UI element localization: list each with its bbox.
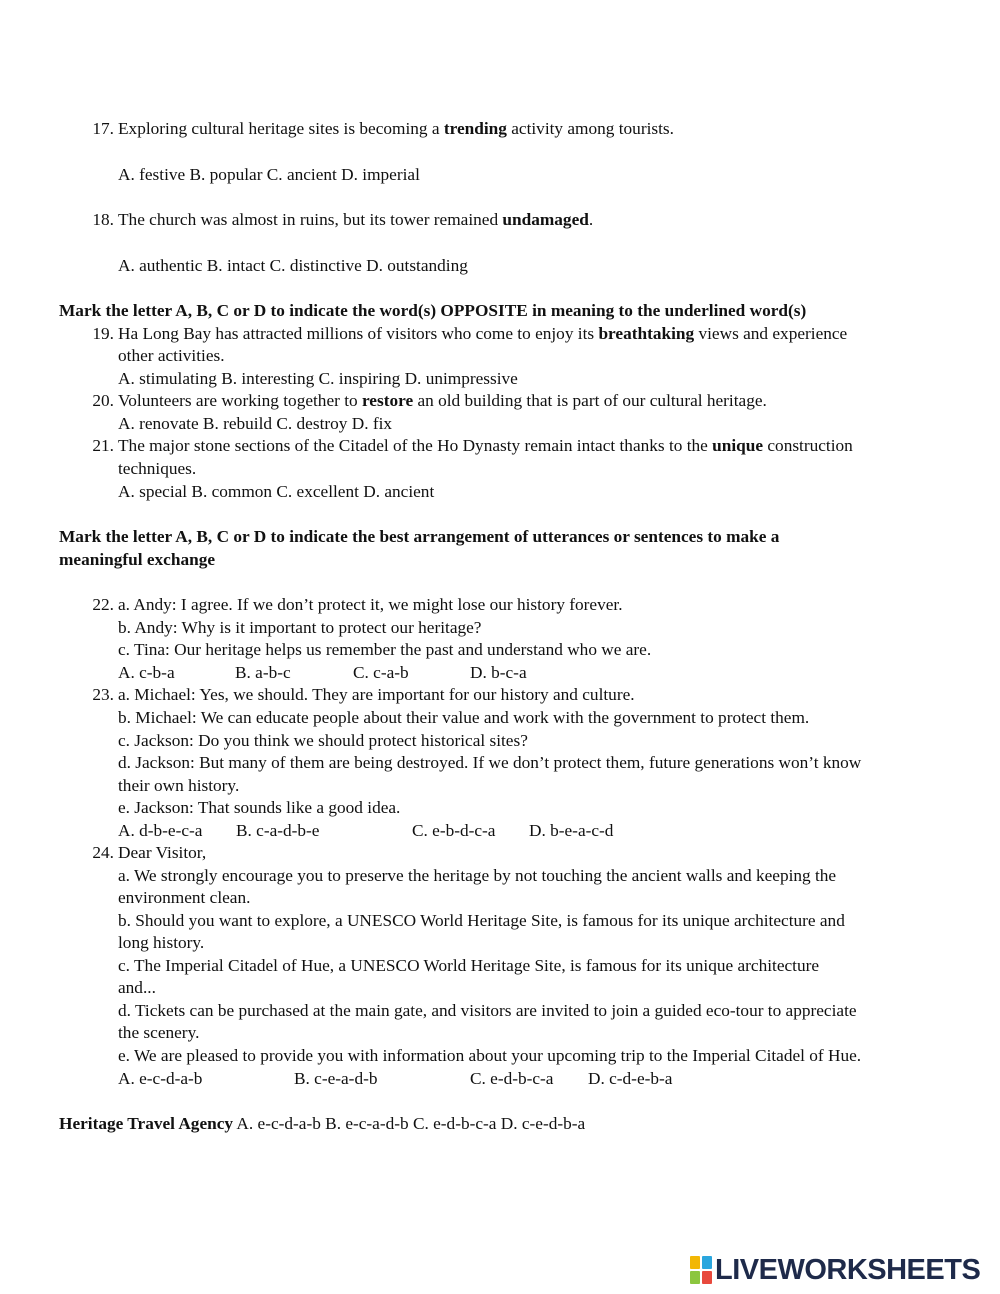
sentence-c: c. The Imperial Citadel of Hue, a UNESCO World Heritage Site, is famous for its unique architecture — [118, 956, 820, 975]
utterance-c: c. Jackson: Do you think we should protect historical sites? — [118, 731, 528, 750]
section-heading-arrangement: Mark the letter A, B, C or D to indicate the best arrangement of utterances or sentences to make a — [59, 527, 780, 546]
question-number: 20. — [92, 391, 114, 410]
question-number: 18. — [92, 210, 114, 229]
sentence-b: b. Should you want to explore, a UNESCO World Heritage Site, is famous for its unique architecture and — [118, 911, 845, 930]
sentence-a-cont: environment clean. — [118, 888, 251, 907]
question-19-options: A. stimulating B. interesting C. inspiring D. unimpressive — [118, 369, 518, 388]
sentence-a: a. We strongly encourage you to preserve the heritage by not touching the ancient walls and keeping the — [118, 866, 837, 885]
utterance-d: d. Jackson: But many of them are being destroyed. If we don’t protect them, future generations won’t know — [118, 753, 862, 772]
sentence-e: e. We are pleased to provide you with information about your upcoming trip to the Imperial Citadel of Hue. — [118, 1046, 862, 1065]
option-c: C. e-d-b-c-a — [470, 1069, 554, 1088]
option-c: C. c-a-b — [353, 663, 409, 682]
liveworksheets-logo — [690, 1254, 990, 1286]
utterance-e: e. Jackson: That sounds like a good idea. — [118, 798, 401, 817]
option-d: D. b-e-a-c-d — [529, 821, 614, 840]
question-17-stem: Exploring cultural heritage sites is becoming a trending activity among tourists. — [118, 119, 674, 138]
signoff-line: Heritage Travel Agency A. e-c-d-a-b B. e-c-a-d-b C. e-d-b-c-a D. c-e-d-b-a — [59, 1114, 586, 1133]
question-number: 19. — [92, 324, 114, 343]
option-b: B. a-b-c — [235, 663, 291, 682]
question-17-options: A. festive B. popular C. ancient D. imperial — [118, 165, 420, 184]
question-18-stem: The church was almost in ruins, but its tower remained undamaged. — [118, 210, 594, 229]
question-20-options: A. renovate B. rebuild C. destroy D. fix — [118, 414, 393, 433]
option-d: D. b-c-a — [470, 663, 527, 682]
question-19-stem-cont: other activities. — [118, 346, 225, 365]
option-a: A. c-b-a — [118, 663, 175, 682]
question-number: 17. — [92, 119, 114, 138]
option-b: B. c-a-d-b-e — [236, 821, 320, 840]
utterance-d-cont: their own history. — [118, 776, 240, 795]
utterance-a: a. Andy: I agree. If we don’t protect it, we might lose our history forever. — [118, 595, 623, 614]
sentence-b-cont: long history. — [118, 933, 205, 952]
question-number: 24. — [92, 843, 114, 862]
option-d: D. c-d-e-b-a — [588, 1069, 673, 1088]
sentence-d-cont: the scenery. — [118, 1023, 200, 1042]
question-number: 22. — [92, 595, 114, 614]
section-heading-arrangement-cont: meaningful exchange — [59, 550, 216, 569]
sentence-d: d. Tickets can be purchased at the main gate, and visitors are invited to join a guided eco-tour to appreciate — [118, 1001, 857, 1020]
utterance-c: c. Tina: Our heritage helps us remember the past and understand who we are. — [118, 640, 652, 659]
question-number: 23. — [92, 685, 114, 704]
option-b: B. c-e-a-d-b — [294, 1069, 378, 1088]
question-18-options: A. authentic B. intact C. distinctive D. outstanding — [118, 256, 468, 275]
question-19-stem: Ha Long Bay has attracted millions of visitors who come to enjoy its breathtaking views and experience — [118, 324, 848, 343]
option-c: C. e-b-d-c-a — [412, 821, 496, 840]
question-20-stem: Volunteers are working together to restore an old building that is part of our cultural heritage. — [118, 391, 767, 410]
question-21-stem-cont: techniques. — [118, 459, 197, 478]
sentence-c-cont: and... — [118, 978, 156, 997]
section-heading-opposite: Mark the letter A, B, C or D to indicate the word(s) OPPOSITE in meaning to the underlined word(s) — [59, 301, 807, 320]
utterance-a: a. Michael: Yes, we should. They are important for our history and culture. — [118, 685, 635, 704]
option-a: A. d-b-e-c-a — [118, 821, 203, 840]
question-number: 21. — [92, 436, 114, 455]
option-a: A. e-c-d-a-b — [118, 1069, 203, 1088]
brand-name: LIVEWORKSHEETS — [715, 1253, 981, 1286]
question-21-options: A. special B. common C. excellent D. ancient — [118, 482, 435, 501]
utterance-b: b. Michael: We can educate people about their value and work with the government to protect them. — [118, 708, 810, 727]
utterance-b: b. Andy: Why is it important to protect our heritage? — [118, 618, 482, 637]
question-21-stem: The major stone sections of the Citadel of the Ho Dynasty remain intact thanks to the unique construction — [118, 436, 853, 455]
letter-greeting: Dear Visitor, — [118, 843, 207, 862]
liveworksheets-logo-icon — [690, 1256, 712, 1284]
